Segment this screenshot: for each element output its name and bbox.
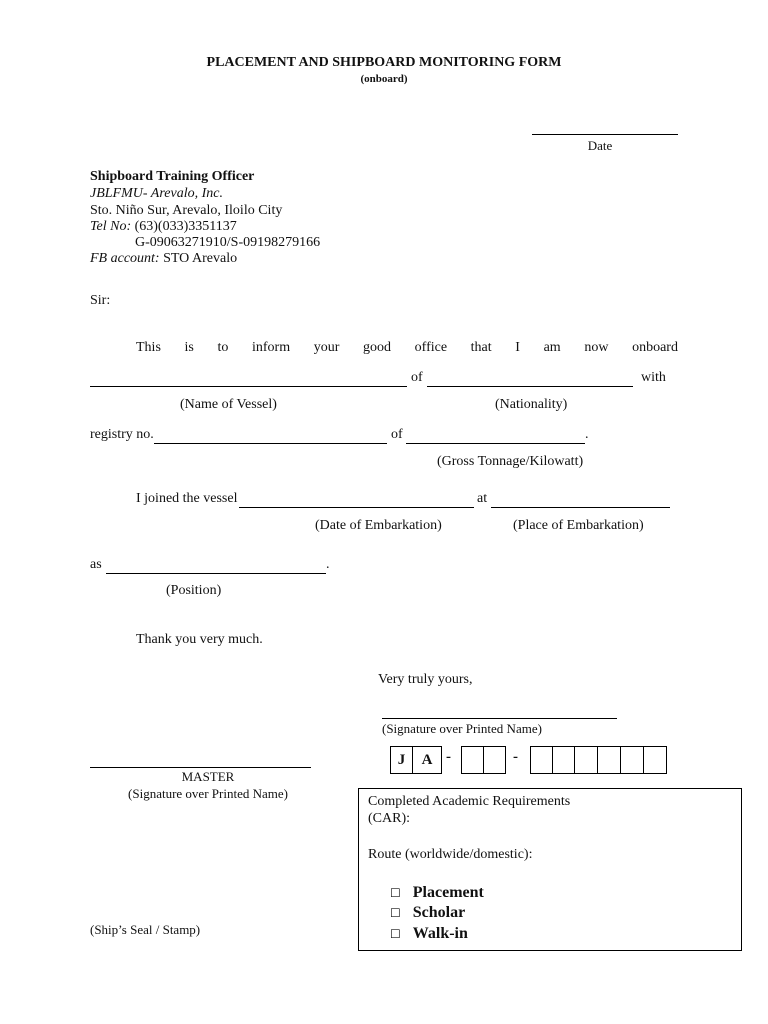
vessel-name-field[interactable] [90, 386, 407, 387]
id-code-box[interactable] [643, 746, 667, 774]
id-code-box[interactable] [530, 746, 553, 774]
tel-value: (63)(033)3351137 [134, 219, 237, 234]
nationality-field[interactable] [427, 386, 633, 387]
id-code-box[interactable] [574, 746, 598, 774]
form-subtitle: (onboard) [360, 73, 408, 85]
body-word: This [136, 340, 161, 355]
embarkation-place-field[interactable] [491, 507, 670, 508]
car-label-line1: Completed Academic Requirements [368, 794, 571, 809]
period-text: . [326, 557, 330, 572]
option-scholar[interactable] [390, 904, 465, 922]
embarkation-place-label: (Place of Embarkation) [513, 518, 644, 533]
tel-label: Tel No: [90, 219, 132, 234]
body-word: that [470, 340, 492, 355]
tel-mobile: G-09063271910/S-09198279166 [135, 235, 321, 250]
route-label: Route (worldwide/domestic): [368, 847, 533, 862]
addressee-org: JBLFMU- Arevalo, Inc. [90, 186, 223, 201]
body-word: inform [252, 340, 291, 355]
date-label: Date [587, 138, 613, 153]
closing-text: Very truly yours, [378, 672, 473, 687]
fb-label: FB account: [90, 251, 160, 266]
body-word: am [543, 340, 561, 355]
id-code-box[interactable] [597, 746, 621, 774]
body-word: onboard [632, 340, 678, 355]
car-label-line2: (CAR): [368, 811, 410, 826]
registry-field[interactable] [154, 443, 387, 444]
option-placement[interactable] [390, 884, 484, 902]
sender-signature-label: (Signature over Printed Name) [382, 721, 542, 736]
id-code-char: A [412, 746, 442, 774]
gross-tonnage-label: (Gross Tonnage/Kilowatt) [437, 454, 584, 469]
master-label: MASTER [181, 769, 235, 784]
of-text: of [391, 427, 403, 442]
id-code-box[interactable] [620, 746, 644, 774]
registry-label: registry no. [90, 427, 154, 442]
fb-value: STO Arevalo [163, 251, 238, 266]
master-signature-label: (Signature over Printed Name) [128, 786, 288, 801]
checkbox-icon[interactable]: ☐ [390, 927, 401, 941]
master-signature-field[interactable] [90, 767, 311, 768]
embarkation-date-label: (Date of Embarkation) [315, 518, 442, 533]
body-line-1 [136, 340, 678, 356]
option-walk-in[interactable] [390, 925, 468, 943]
checkbox-icon[interactable]: ☐ [390, 886, 401, 900]
thanks-text: Thank you very much. [136, 632, 263, 647]
requirements-box [358, 788, 742, 951]
sender-signature-field[interactable] [382, 718, 617, 719]
at-text: at [477, 491, 488, 506]
of-text: of [411, 370, 423, 385]
nationality-label: (Nationality) [495, 397, 568, 412]
body-word: I [515, 340, 520, 355]
period-text: . [585, 427, 589, 442]
position-field[interactable] [106, 573, 326, 574]
salutation: Sir: [90, 293, 111, 308]
position-label: (Position) [166, 583, 222, 598]
fb-row [90, 251, 237, 267]
addressee-address: Sto. Niño Sur, Arevalo, Iloilo City [90, 203, 283, 218]
body-word: good [363, 340, 392, 355]
form-title: PLACEMENT AND SHIPBOARD MONITORING FORM [206, 55, 562, 70]
body-word: your [313, 340, 340, 355]
addressee-title: Shipboard Training Officer [90, 169, 255, 184]
vessel-name-label: (Name of Vessel) [180, 397, 277, 412]
id-code-dash: - [513, 749, 518, 765]
gross-tonnage-field[interactable] [406, 443, 585, 444]
id-code-box[interactable] [552, 746, 575, 774]
option-label: Placement [412, 884, 484, 901]
id-code-box[interactable] [461, 746, 484, 774]
body-word: is [184, 340, 194, 355]
id-code-dash: - [446, 749, 451, 765]
checkbox-icon[interactable]: ☐ [390, 906, 401, 920]
with-text: with [641, 370, 666, 385]
joined-text: I joined the vessel [136, 491, 238, 506]
option-label: Walk-in [412, 925, 468, 942]
body-word: to [217, 340, 229, 355]
date-line [532, 134, 678, 135]
id-code-char: J [390, 746, 413, 774]
embarkation-date-field[interactable] [239, 507, 474, 508]
option-label: Scholar [412, 904, 466, 921]
as-text: as [90, 557, 102, 572]
body-word: now [584, 340, 609, 355]
tel-row [90, 219, 237, 235]
id-code-box[interactable] [483, 746, 506, 774]
ship-seal-label: (Ship’s Seal / Stamp) [90, 922, 201, 937]
body-word: office [414, 340, 448, 355]
